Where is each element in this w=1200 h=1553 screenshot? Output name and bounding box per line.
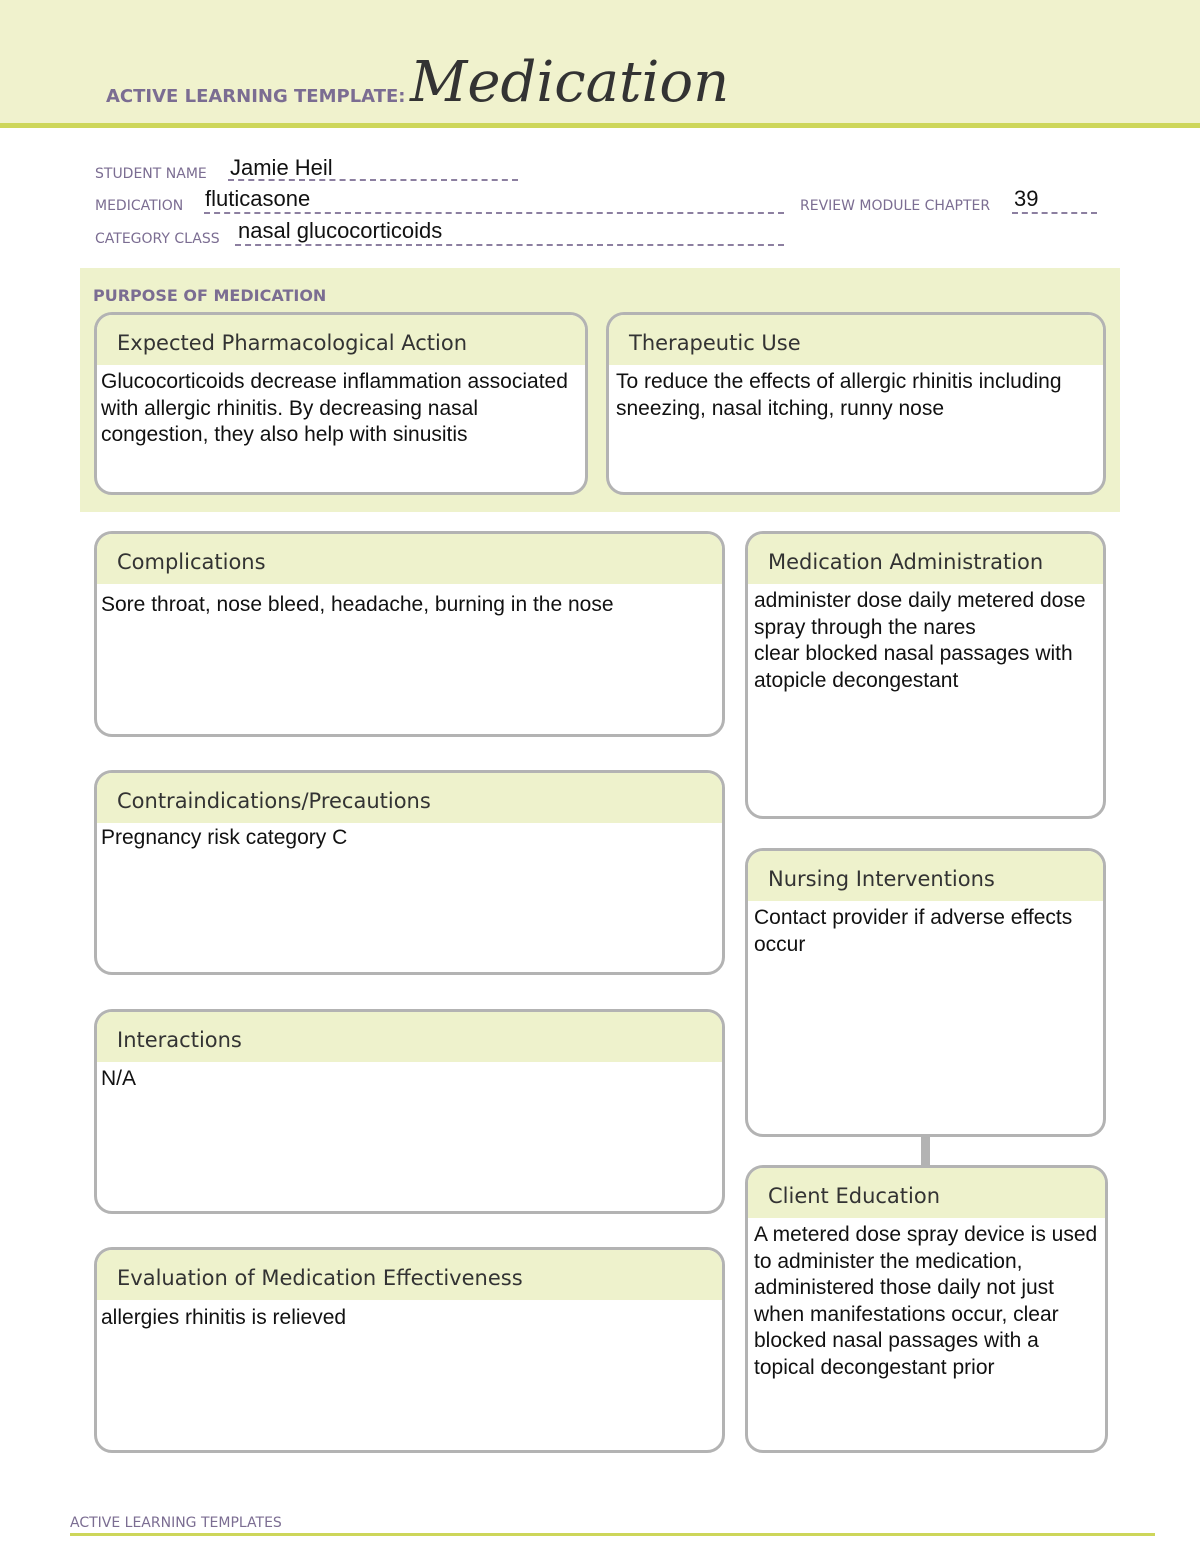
review-chapter-label: REVIEW MODULE CHAPTER	[800, 198, 991, 214]
nursing-interventions-box	[745, 848, 1106, 1137]
therapeutic-use-box	[606, 312, 1106, 495]
medication-field[interactable]: fluticasone	[205, 186, 311, 211]
footer-label: ACTIVE LEARNING TEMPLATES	[70, 1515, 282, 1531]
contraindications-box	[94, 770, 725, 975]
category-label: CATEGORY CLASS	[95, 231, 220, 247]
box-title: Nursing Interventions	[748, 851, 1103, 901]
box-text[interactable]: Pregnancy risk category C	[101, 826, 348, 849]
box-text[interactable]: A metered dose spray device is used to administer the medication, administered those daily not just when manifestations occur, clear blocked nasal passages with a topical decongestant prior	[754, 1223, 1098, 1379]
evaluation-box	[94, 1247, 725, 1453]
client-education-box	[745, 1165, 1108, 1453]
expected-action-box	[94, 312, 588, 495]
box-title: Complications	[97, 534, 722, 584]
box-title: Interactions	[97, 1012, 722, 1062]
connector-line	[921, 1135, 930, 1167]
footer-divider	[70, 1533, 1155, 1536]
box-title: Expected Pharmacological Action	[97, 315, 585, 365]
box-text[interactable]: Sore throat, nose bleed, headache, burning in the nose	[101, 593, 614, 616]
purpose-title: PURPOSE OF MEDICATION	[93, 286, 327, 305]
medication-line	[204, 212, 784, 214]
box-text[interactable]: N/A	[101, 1067, 137, 1090]
page-title: Medication	[410, 50, 730, 115]
box-text[interactable]: To reduce the effects of allergic rhinitis including sneezing, nasal itching, runny nose	[616, 370, 1062, 420]
box-title: Medication Administration	[748, 534, 1103, 584]
box-text[interactable]: allergies rhinitis is relieved	[101, 1306, 347, 1329]
box-text[interactable]: administer dose daily metered dose spray through the nares clear blocked nasal passages with atopicle decongestant	[754, 589, 1086, 692]
header-banner	[0, 0, 1200, 128]
category-line	[235, 244, 784, 246]
category-field[interactable]: nasal glucocorticoids	[238, 218, 443, 243]
review-chapter-line	[1012, 212, 1097, 214]
box-title: Client Education	[748, 1168, 1105, 1218]
box-text[interactable]: Contact provider if adverse effects occur	[754, 906, 1073, 956]
interactions-box	[94, 1009, 725, 1214]
complications-box	[94, 531, 725, 737]
student-name-label: STUDENT NAME	[95, 166, 207, 182]
box-title: Evaluation of Medication Effectiveness	[97, 1250, 722, 1300]
medication-label: MEDICATION	[95, 198, 184, 214]
box-title: Therapeutic Use	[609, 315, 1103, 365]
template-label: ACTIVE LEARNING TEMPLATE:	[106, 86, 406, 107]
student-name-field[interactable]: Jamie Heil	[230, 155, 333, 180]
box-text[interactable]: Glucocorticoids decrease inflammation associated with allergic rhinitis. By decreasing nasal congestion, they also help with sinusitis	[101, 370, 568, 446]
box-title: Contraindications/Precautions	[97, 773, 722, 823]
administration-box	[745, 531, 1106, 819]
review-chapter-field[interactable]: 39	[1014, 186, 1039, 211]
